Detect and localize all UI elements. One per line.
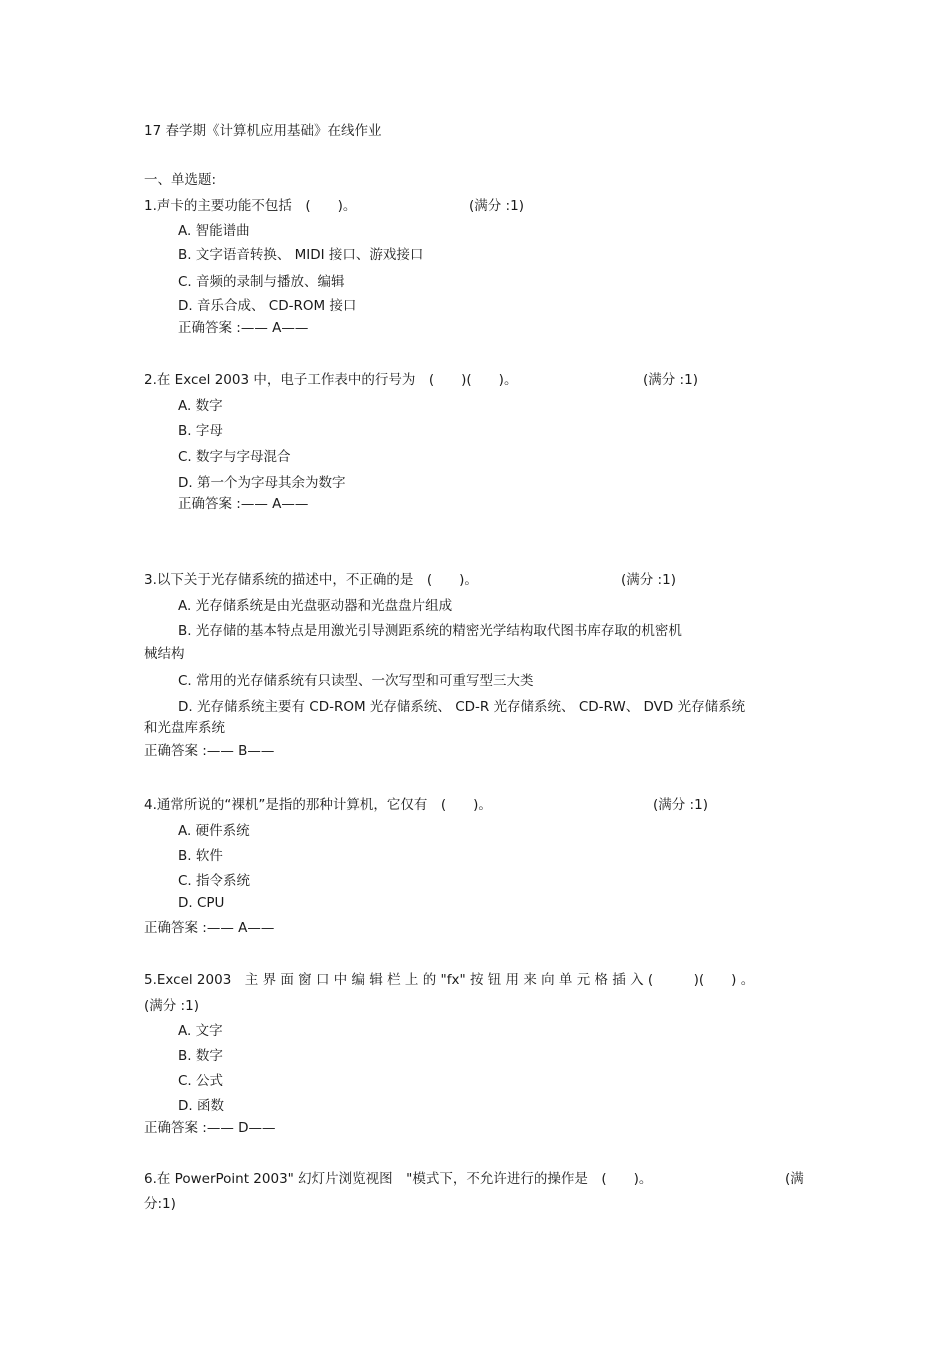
question-3-score: (满分 :1) xyxy=(621,572,676,588)
question-3-option-d-continued: 和光盘库系统 xyxy=(144,720,225,736)
question-5-option-a: A. 文字 xyxy=(178,1023,223,1039)
document-title: 17 春学期《计算机应用基础》在线作业 xyxy=(144,123,382,139)
question-2-answer: 正确答案 :—— A—— xyxy=(178,496,309,512)
question-1-answer: 正确答案 :—— A—— xyxy=(178,320,309,336)
question-5-score: (满分 :1) xyxy=(144,998,199,1014)
question-1-stem: 1.声卡的主要功能不包括 ( )。 xyxy=(144,198,357,214)
question-2-stem: 2.在 Excel 2003 中，电子工作表中的行号为 ( )( )。 xyxy=(144,372,518,388)
question-5-option-d: D. 函数 xyxy=(178,1098,224,1114)
question-1-option-d: D. 音乐合成、 CD-ROM 接口 xyxy=(178,298,357,314)
question-1-option-c: C. 音频的录制与播放、编辑 xyxy=(178,274,345,290)
question-6-score-continued: 分:1) xyxy=(144,1196,176,1212)
question-2-option-a: A. 数字 xyxy=(178,398,223,414)
question-3-option-c: C. 常用的光存储系统有只读型、一次写型和可重写型三大类 xyxy=(178,673,534,689)
question-5-answer: 正确答案 :—— D—— xyxy=(144,1120,276,1136)
question-4-score: (满分 :1) xyxy=(653,797,708,813)
question-3-answer: 正确答案 :—— B—— xyxy=(144,743,275,759)
question-6-score: (满 xyxy=(785,1171,804,1187)
question-1-score: (满分 :1) xyxy=(469,198,524,214)
question-2-option-c: C. 数字与字母混合 xyxy=(178,449,291,465)
question-4-option-a: A. 硬件系统 xyxy=(178,823,250,839)
question-3-option-d: D. 光存储系统主要有 CD-ROM 光存储系统、 CD-R 光存储系统、 CD-RW、 DVD 光存储系统 xyxy=(178,699,746,715)
question-4-option-b: B. 软件 xyxy=(178,848,223,864)
question-5-stem: 5.Excel 2003 主 界 面 窗 口 中 编 辑 栏 上 的 "fx" 按 钮 用 来 向 单 元 格 插 入 ( )( ) 。 xyxy=(144,972,755,988)
question-4-option-d: D. CPU xyxy=(178,895,225,911)
question-1-option-b: B. 文字语音转换、 MIDI 接口、游戏接口 xyxy=(178,247,424,263)
question-6-stem: 6.在 PowerPoint 2003" 幻灯片浏览视图 "模式下，不允许进行的操作是 ( )。 xyxy=(144,1171,653,1187)
question-2-score: (满分 :1) xyxy=(643,372,698,388)
section-heading: 一、单选题: xyxy=(144,172,217,188)
question-2-option-b: B. 字母 xyxy=(178,423,223,439)
question-5-option-c: C. 公式 xyxy=(178,1073,224,1089)
question-3-option-a: A. 光存储系统是由光盘驱动器和光盘盘片组成 xyxy=(178,598,453,614)
question-4-option-c: C. 指令系统 xyxy=(178,873,251,889)
question-4-answer: 正确答案 :—— A—— xyxy=(144,920,275,936)
question-1-option-a: A. 智能谱曲 xyxy=(178,223,250,239)
question-5-option-b: B. 数字 xyxy=(178,1048,223,1064)
question-3-option-b-continued: 械结构 xyxy=(144,646,185,662)
question-4-stem: 4.通常所说的“裸机”是指的那种计算机，它仅有 ( )。 xyxy=(144,797,492,813)
question-3-option-b: B. 光存储的基本特点是用激光引导测距系统的精密光学结构取代图书库存取的机密机 xyxy=(178,623,682,639)
question-2-option-d: D. 第一个为字母其余为数字 xyxy=(178,475,346,491)
question-3-stem: 3.以下关于光存储系统的描述中，不正确的是 ( )。 xyxy=(144,572,478,588)
